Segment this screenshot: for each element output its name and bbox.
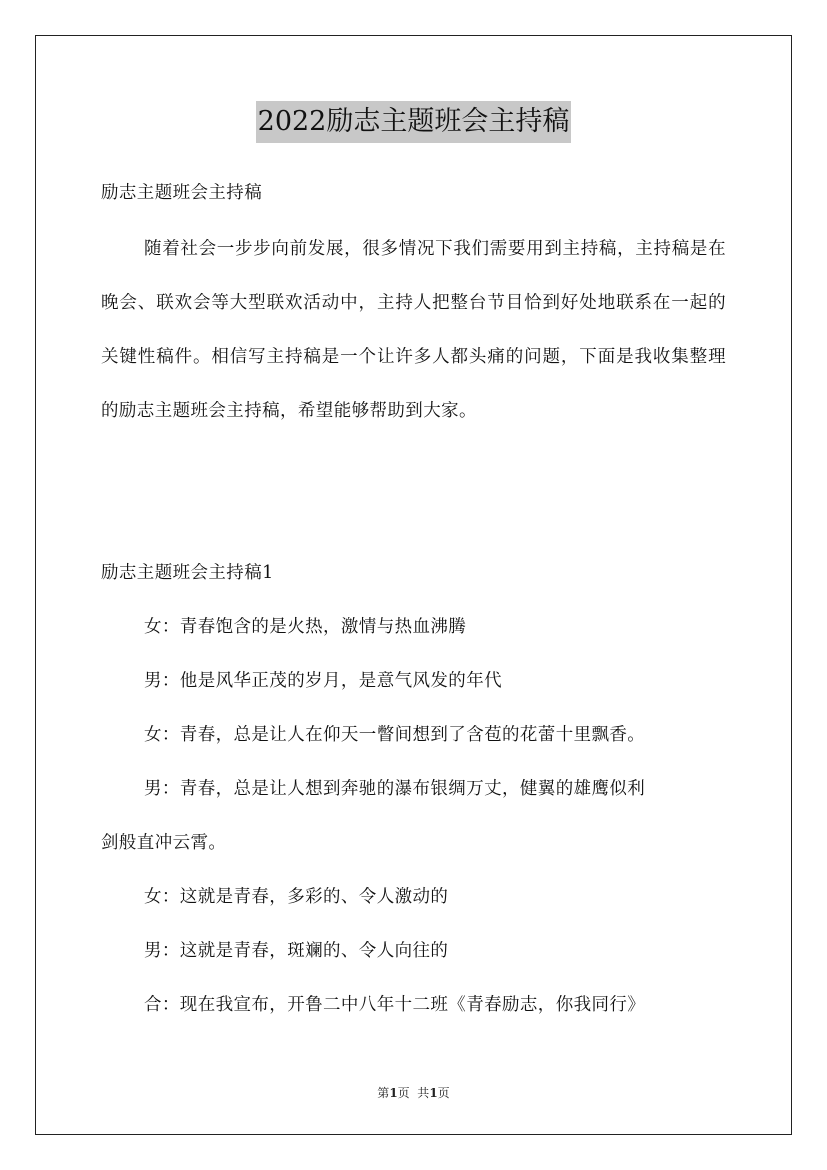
dialogue-line: 合：现在我宣布，开鲁二中八年十二班《青春励志，你我同行》 — [144, 995, 646, 1015]
document-title: 2022励志主题班会主持稿 — [256, 101, 572, 143]
dialogue-line: 男：他是风华正茂的岁月，是意气风发的年代 — [144, 671, 502, 691]
document-subtitle: 励志主题班会主持稿 — [101, 183, 263, 203]
title-wrap — [0, 101, 827, 143]
page-total: 1 — [429, 1086, 438, 1100]
footer-text-post: 页 — [437, 1086, 450, 1100]
footer-text-pre: 第 — [377, 1086, 390, 1100]
dialogue-line: 男：这就是青春，斑斓的、令人向往的 — [144, 941, 449, 961]
dialogue-line: 女：这就是青春，多彩的、令人激动的 — [144, 887, 449, 907]
intro-paragraph: 随着社会一步步向前发展，很多情况下我们需要用到主持稿，主持稿是在晚会、联欢会等大型联欢活动中，主持人把整台节目恰到好处地联系在一起的关键性稿件。相信写主持稿是一个让许多人都头痛的问题，下面是我收集整理的励志主题班会主持稿，希望能够帮助到大家。 — [101, 239, 726, 421]
dialogue-line-continuation: 剑般直冲云霄。 — [101, 833, 227, 853]
dialogue-line: 女：青春饱含的是火热，激情与热血沸腾 — [144, 617, 467, 637]
section-heading: 励志主题班会主持稿1 — [101, 563, 274, 583]
dialogue-line: 男：青春，总是让人想到奔驰的瀑布银绸万丈，健翼的雄鹰似利 — [144, 779, 646, 799]
page-footer — [0, 1084, 827, 1101]
footer-text-mid: 页 共 — [397, 1086, 430, 1100]
page-number: 1 — [389, 1086, 398, 1100]
dialogue-line: 女：青春，总是让人在仰天一瞥间想到了含苞的花蕾十里飘香。 — [144, 725, 646, 745]
